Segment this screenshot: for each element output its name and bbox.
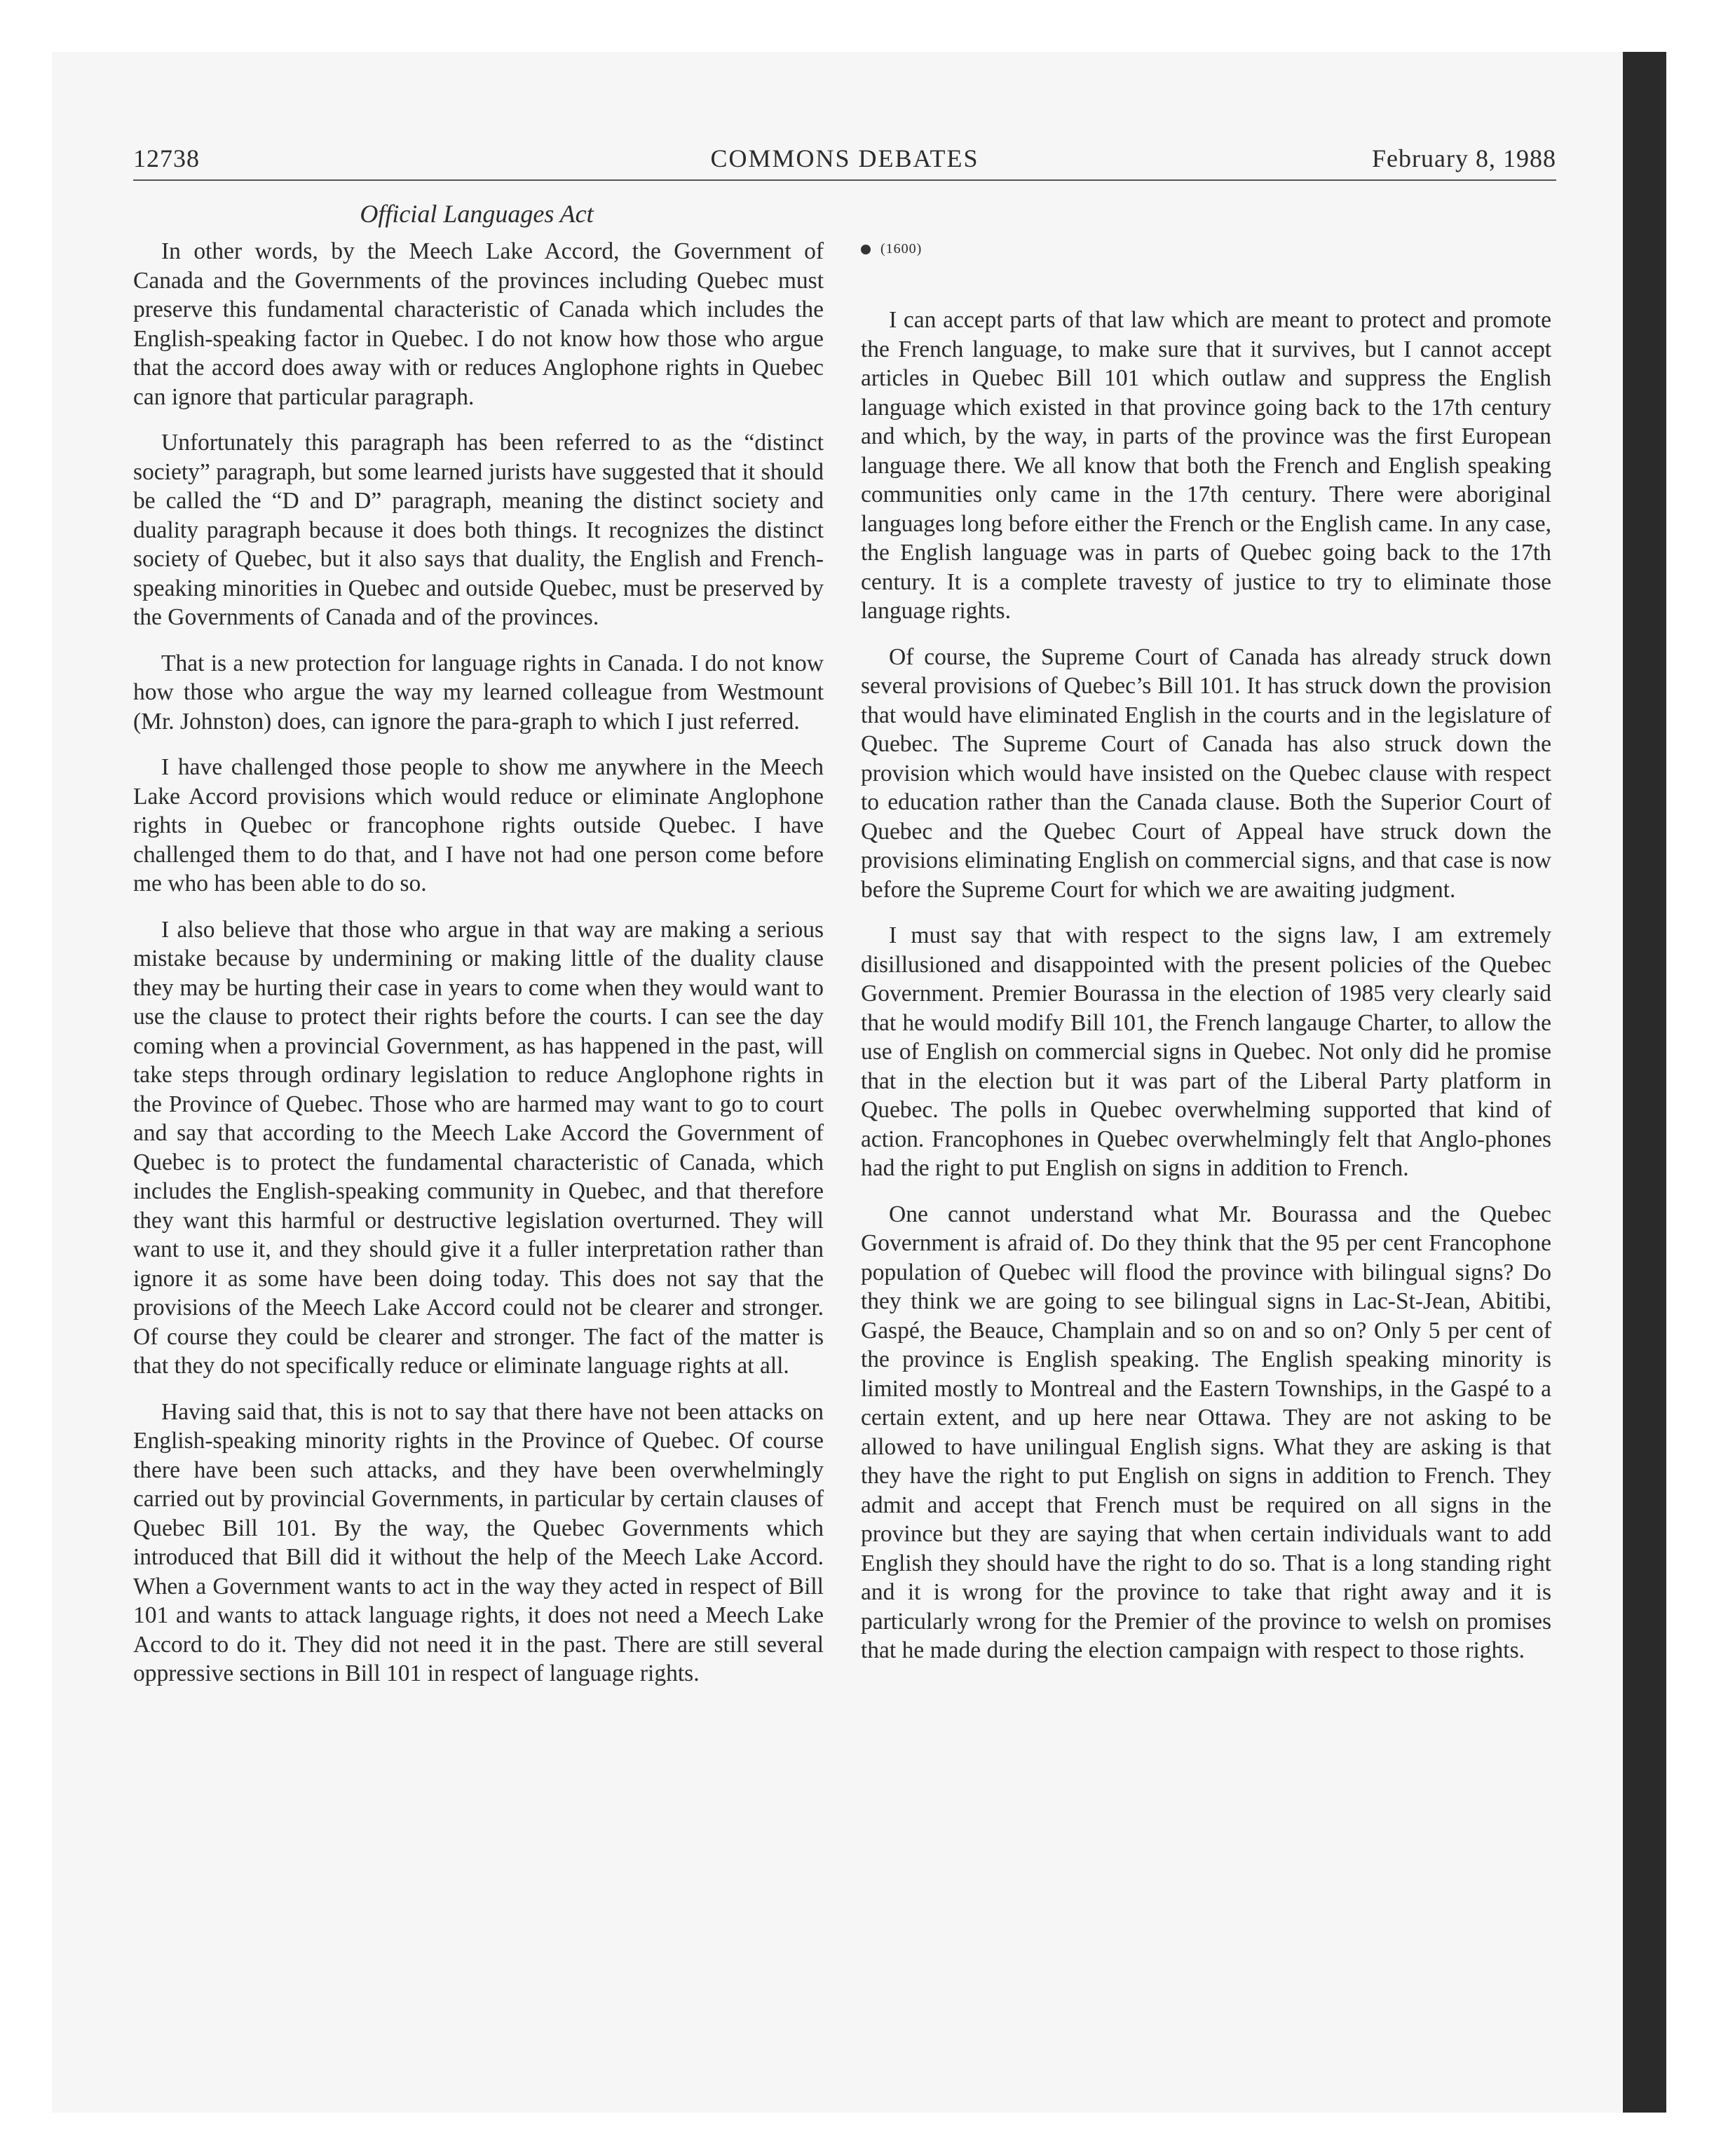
- paragraph: In other words, by the Meech Lake Accord, the Government of Canada and the Governments of the provinces including Quebec must preserve this fundamental characteristic of Canada which includes the English-speaking factor in Quebec. I do not know how those who argue that the accord does away with or reduces Anglophone rights in Quebec can ignore that particular paragraph.: [133, 238, 824, 410]
- page-number: 12738: [133, 144, 200, 172]
- section-title: Official Languages Act: [360, 200, 594, 228]
- bullet-icon: [861, 245, 871, 254]
- paragraph: I also believe that those who argue in that way are making a serious mistake because by undermining or making little of the duality clause they may be hurting their case in years to come when they would want to use the clause to protect their rights before the courts. I can see the day coming when a provincial Government, as has happened in the past, will take steps through ordinary legislation to reduce Anglophone rights in the Province of Quebec. Those who are harmed may want to go to court and say that according to the Meech Lake Accord the Government of Quebec is to protect the fundamental characteristic of Canada, which includes the English-speaking community in Quebec, and that therefore they want this harmful or destructive legislation overturned. They will want to use it, and they should give it a fuller interpretation rather than ignore it as some have been doing today. This does not say that the provisions of the Meech Lake Accord could not be clearer and stronger. Of course they could be clearer and stronger. The fact of the matter is that they do not specifically reduce or eliminate language rights at all.: [133, 916, 824, 1379]
- paragraph: Of course, the Supreme Court of Canada has already struck down several provisions of Quebec’s Bill 101. It has struck down the provision that would have eliminated English in the courts and in the legislature of Quebec. The Supreme Court of Canada has also struck down the provision which would have insisted on the Quebec clause with respect to education rather than the Canada clause. Both the Superior Court of Quebec and the Quebec Court of Appeal have struck down the provisions eliminating English on commercial signs, and that case is now before the Supreme Court for which we are awaiting judgment.: [861, 643, 1551, 903]
- page-header: [133, 144, 1556, 183]
- paragraph: That is a new protection for language rights in Canada. I do not know how those who argue the way my learned colleague from Westmount (Mr. Johnston) does, can ignore the para-graph to which I just referred.: [133, 650, 824, 735]
- paragraph: I must say that with respect to the signs law, I am extremely disillusioned and disappointed with the present policies of the Quebec Government. Premier Bourassa in the election of 1985 very clearly said that he would modify Bill 101, the French langauge Charter, to allow the use of English on commercial signs in Quebec. Not only did he promise that in the election but it was part of the Liberal Party platform in Quebec. The polls in Quebec overwhelming supported that kind of action. Francophones in Quebec overwhelmingly felt that Anglo-phones had the right to put English on signs in addition to French.: [861, 922, 1551, 1181]
- paragraph: I can accept parts of that law which are meant to protect and promote the French language, to make sure that it survives, but I cannot accept articles in Quebec Bill 101 which outlaw and suppress the English language which existed in that province going back to the 17th century and which, by the way, in parts of the province was the first European language there. We all know that both the French and English speaking communities only came in the 17th century. There were aboriginal languages long before either the French or the English came. In any case, the English language was in parts of Quebec going back to the 17th century. It is a complete travesty of justice to try to eliminate those language rights.: [861, 307, 1551, 624]
- paragraph: Having said that, this is not to say that there have not been attacks on English-speaking minority rights in the Province of Quebec. Of course there have been such attacks, and they have been overwhelmingly carried out by provincial Governments, in particular by certain clauses of Quebec Bill 101. By the way, the Quebec Governments which introduced that Bill did it without the help of the Meech Lake Accord. When a Government wants to act in the way they acted in respect of Bill 101 and wants to attack language rights, it does not need a Meech Lake Accord to do it. They did not need it in the past. There are still several oppressive sections in Bill 101 in respect of language rights.: [133, 1398, 824, 1686]
- header-rule: [133, 179, 1556, 181]
- paragraph: I have challenged those people to show me anywhere in the Meech Lake Accord provisions which would reduce or eliminate Anglophone rights in Quebec or francophone rights outside Quebec. I have challenged them to do that, and I have not had one person come before me who has been able to do so.: [133, 754, 824, 896]
- paragraph: One cannot understand what Mr. Bourassa and the Quebec Government is afraid of. Do they think that the 95 per cent Francophone population of Quebec will flood the province with bilingual signs? Do they think we are going to see bilingual signs in Lac-St-Jean, Abitibi, Gaspé, the Beauce, Champlain and so on and so on? Only 5 per cent of the province is English speaking. The English speaking minority is limited mostly to Montreal and the Eastern Townships, in the Gaspé to a certain extent, and up here near Ottawa. They are not asking to be allowed to have unilingual English signs. What they are asking is that they have the right to put English on signs in addition to French. They admit and accept that French must be required on all signs in the province but they are saying that when certain individuals want to add English they should have the right to do so. That is a long standing right and it is wrong for the province to take that right away and it is particularly wrong for the Premier of the province to welsh on promises that he made during the election campaign with respect to those rights.: [861, 1201, 1551, 1663]
- right-column: [861, 238, 1551, 1682]
- publication-title: COMMONS DEBATES: [710, 144, 979, 172]
- time-marker-text: (1600): [880, 241, 923, 257]
- paragraph: Unfortunately this paragraph has been referred to as the “distinct society” paragraph, but some learned jurists have suggested that it should be called the “D and D” paragraph, meaning the distinct society and duality paragraph because it does both things. It recognizes the distinct society of Quebec, but it also says that duality, the English and French-speaking minorities in Quebec and outside Quebec, must be preserved by the Governments of Canada and of the provinces.: [133, 430, 824, 630]
- time-marker: [861, 238, 1551, 259]
- left-column: [133, 237, 824, 1705]
- scan-edge-border: [1623, 52, 1666, 2113]
- header-date: February 8, 1988: [1372, 144, 1556, 172]
